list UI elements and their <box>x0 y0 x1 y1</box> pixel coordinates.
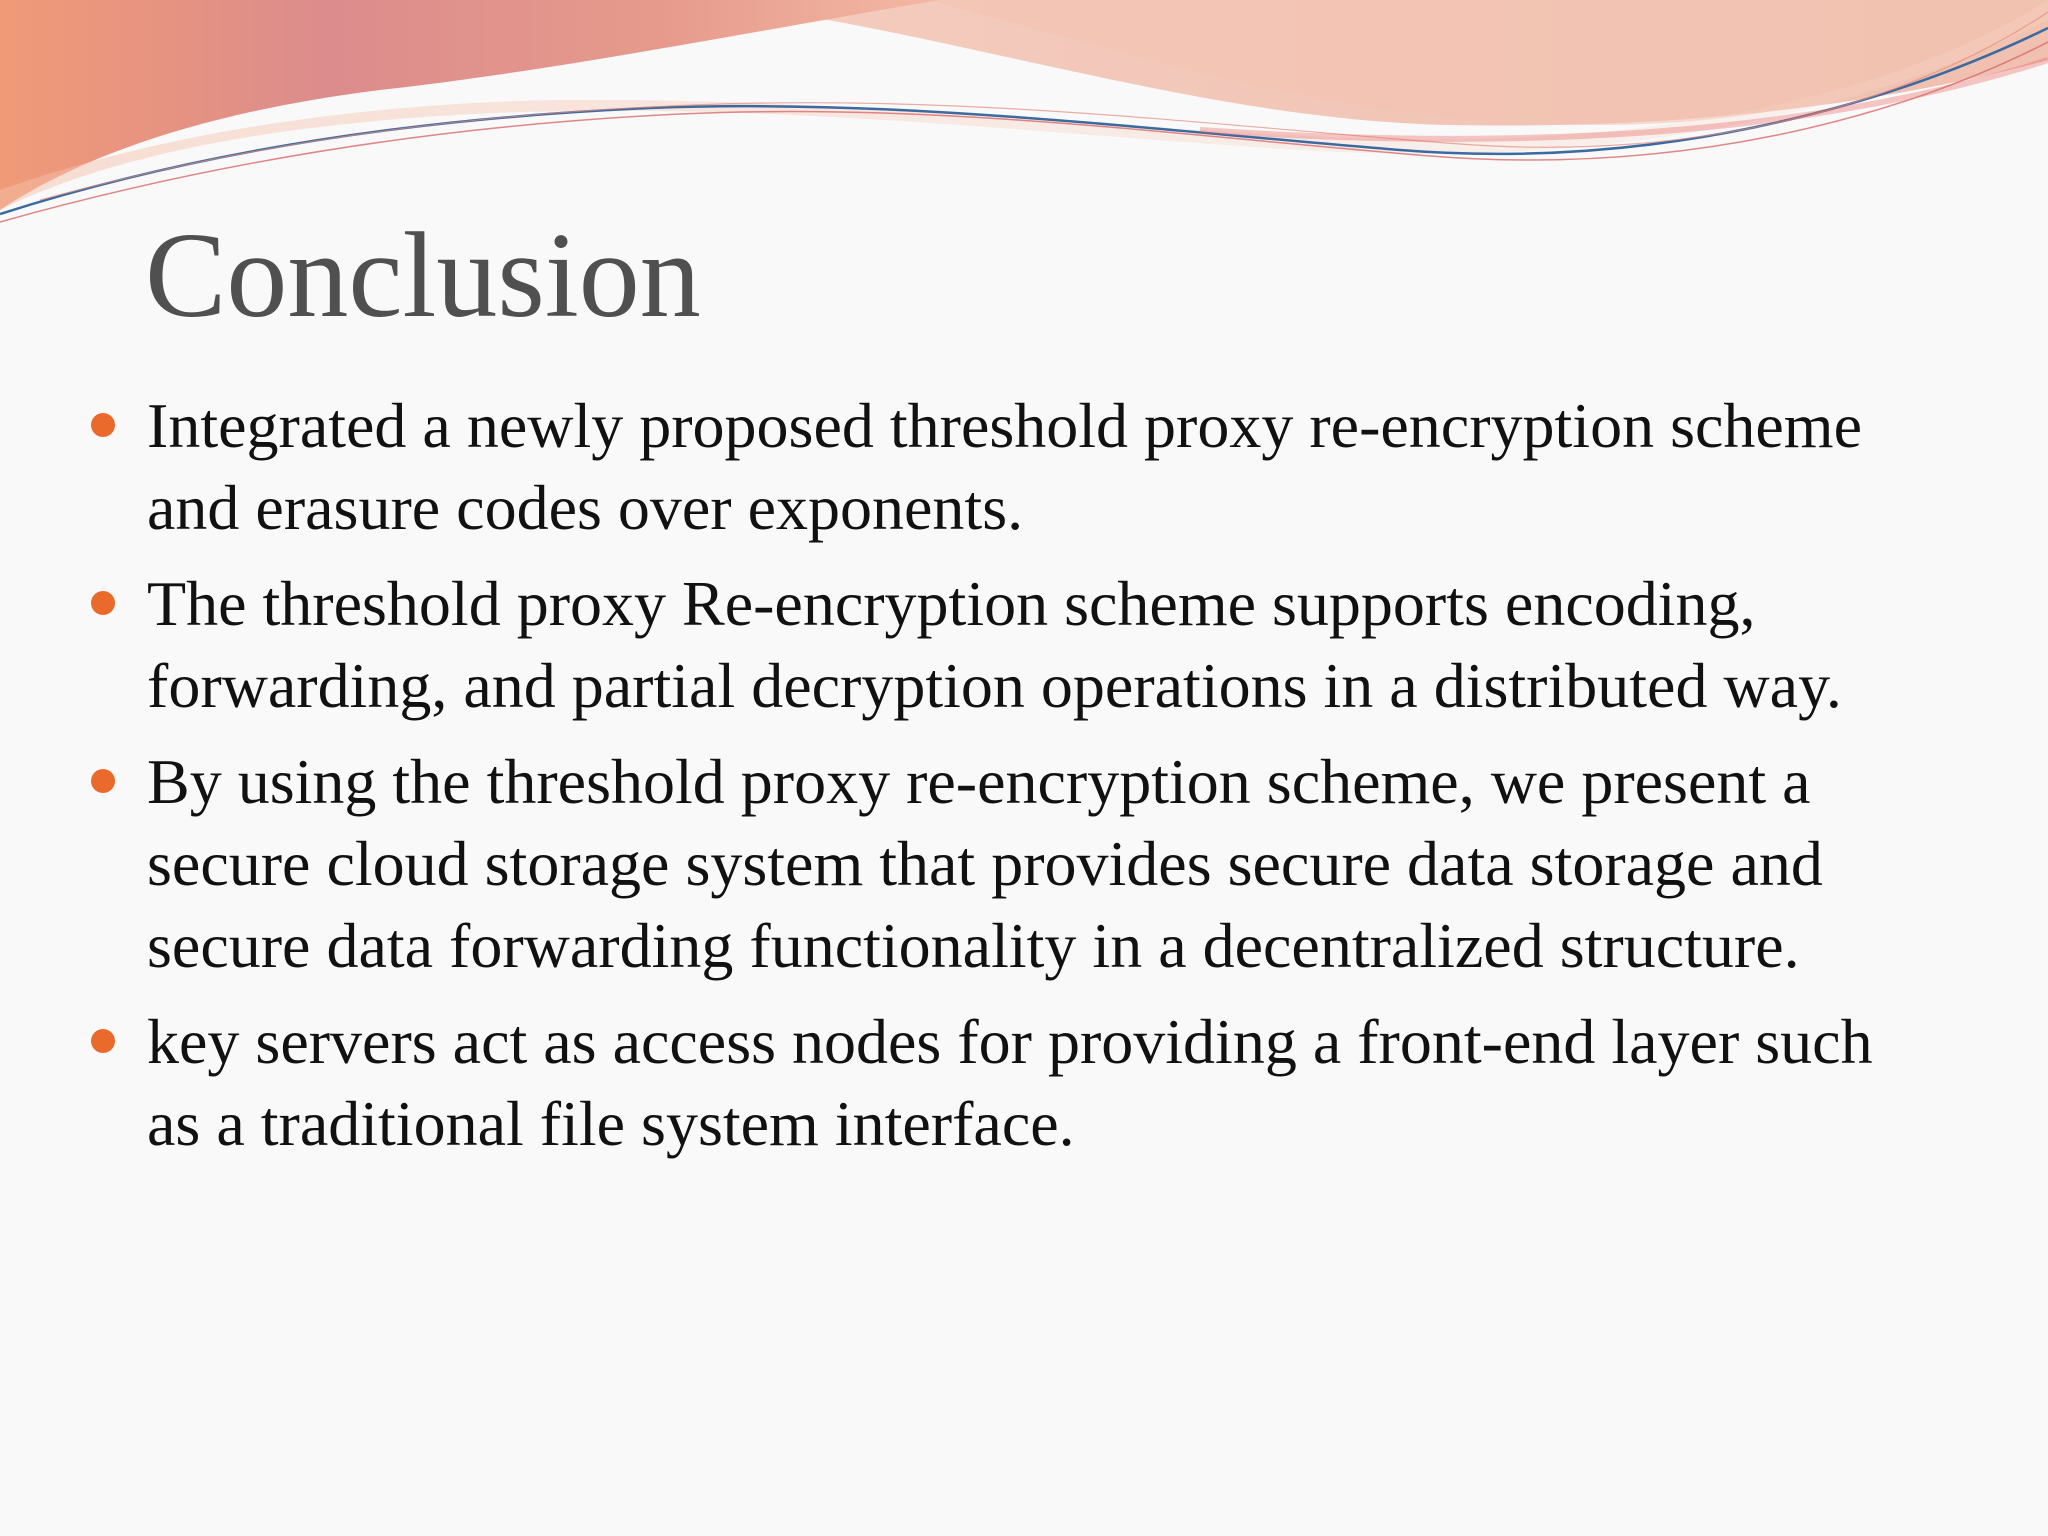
bullet-item <box>147 563 1907 727</box>
bullet-dot-icon <box>91 769 115 793</box>
bullet-dot-icon <box>91 413 115 437</box>
bullet-text: key servers act as access nodes for providing a front-end layer such as a traditional file system interface. <box>147 1006 1873 1159</box>
bullet-item <box>147 1001 1907 1165</box>
bullet-text: By using the threshold proxy re-encryption scheme, we present a secure cloud storage system that provides secure data storage and secure data forwarding functionality in a decentralized structure. <box>147 746 1823 981</box>
bullet-text: Integrated a newly proposed threshold proxy re-encryption scheme and erasure codes over exponents. <box>147 390 1862 543</box>
bullet-dot-icon <box>91 1029 115 1053</box>
bullet-dot-icon <box>91 591 115 615</box>
bullet-list <box>147 385 1907 1179</box>
bullet-item <box>147 385 1907 549</box>
header-wave-decoration <box>0 0 2048 240</box>
bullet-item <box>147 741 1907 987</box>
slide-title: Conclusion <box>145 208 701 343</box>
bullet-text: The threshold proxy Re-encryption scheme supports encoding, forwarding, and partial decryption operations in a distributed way. <box>147 568 1842 721</box>
